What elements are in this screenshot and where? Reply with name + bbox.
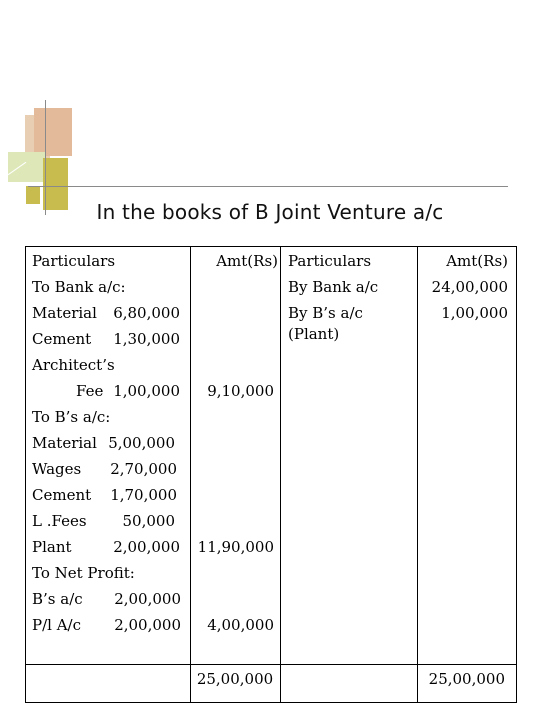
architect-label: Architect’s: [32, 356, 115, 374]
decor-block: [8, 152, 46, 182]
by-bank-label: By Bank a/c: [288, 278, 379, 296]
lfees-label: L .Fees: [32, 512, 87, 530]
to-bank-label: To Bank a/c:: [32, 278, 126, 296]
bank-subtotal: 9,10,000: [207, 382, 274, 400]
bs-ac-label: B’s a/c: [32, 590, 83, 608]
b-cement-label: Cement: [32, 486, 92, 504]
pl-ac-value: 2,00,000: [114, 616, 181, 634]
fee-value: 1,00,000: [113, 382, 180, 400]
to-b-label: To B’s a/c:: [32, 408, 111, 426]
material-value: 6,80,000: [113, 304, 180, 322]
debit-grand-total: 25,00,000: [196, 670, 274, 688]
ledger-table: [25, 246, 517, 703]
total-row-divider: [25, 664, 517, 665]
credit-amount-header: Amt(Rs): [446, 252, 508, 270]
material-label: Material: [32, 304, 97, 322]
by-bank-value: 24,00,000: [431, 278, 508, 296]
b-subtotal: 11,90,000: [197, 538, 274, 556]
credit-particulars-header: Particulars: [288, 252, 372, 270]
page-title: In the books of B Joint Venture a/c: [96, 200, 444, 224]
by-b-value: 1,00,000: [441, 304, 508, 322]
decor-block: [34, 108, 72, 156]
b-material-value: 5,00,000: [108, 434, 175, 452]
decor-line: [45, 100, 46, 215]
bs-ac-value: 2,00,000: [114, 590, 181, 608]
cement-value: 1,30,000: [113, 330, 180, 348]
wages-label: Wages: [32, 460, 82, 478]
to-net-profit-label: To Net Profit:: [32, 564, 135, 582]
fee-label: Fee: [76, 382, 104, 400]
debit-particulars-header: Particulars: [32, 252, 116, 270]
decor-line: [28, 186, 508, 187]
b-cement-value: 1,70,000: [110, 486, 177, 504]
plant-note: (Plant): [288, 325, 340, 343]
pl-ac-label: P/l A/c: [32, 616, 81, 634]
column-divider: [280, 246, 281, 703]
debit-amount-header: Amt(Rs): [216, 252, 278, 270]
credit-grand-total: 25,00,000: [428, 670, 505, 688]
cement-label: Cement: [32, 330, 92, 348]
profit-subtotal: 4,00,000: [207, 616, 274, 634]
plant-label: Plant: [32, 538, 72, 556]
plant-value: 2,00,000: [113, 538, 180, 556]
lfees-value: 50,000: [122, 512, 175, 530]
b-material-label: Material: [32, 434, 97, 452]
by-b-label: By B’s a/c: [288, 304, 363, 322]
wages-value: 2,70,000: [110, 460, 177, 478]
